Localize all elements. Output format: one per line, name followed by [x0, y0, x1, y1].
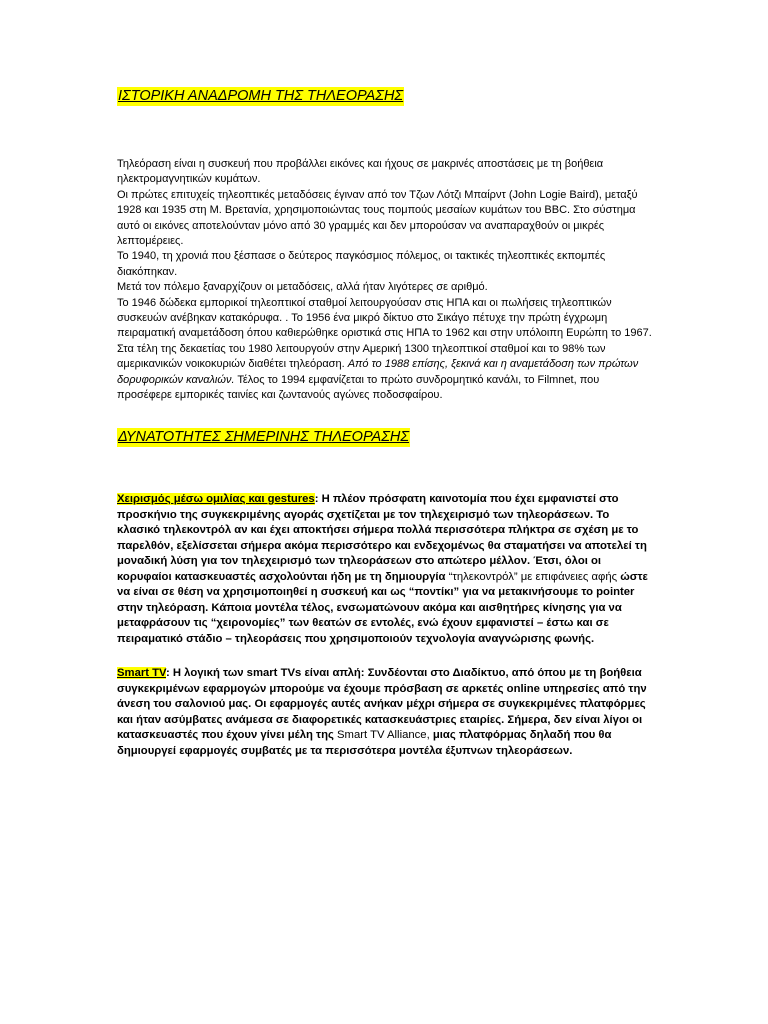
feature-voice-gestures-text-b: ώστε να είναι σε θέση να χρησιμοποιηθεί η συσκευή και ως “ποντίκι” για να μετακινήσουμε το pointer στην τηλεόραση. Κάποια μοντέλα τέλος, ενσωματώνουν ακόμα και αισθητήρες κίνησης για να μεταφράσουν τις “χειρονομίες” των θεατών σε εντολές, ενώ έχουν εμφανιστεί – έστω και σε πειραματικό στάδιο – τηλεοράσεις που χρησιμοποιούν τεχνολογία αναγνώρισης φωνής. — [117, 570, 648, 645]
feature-voice-gestures — [117, 492, 655, 647]
history-paragraph-3: Το 1940, τη χρονιά που ξέσπασε ο δεύτερος παγκόσμιος πόλεμος, οι τακτικές τηλεοπτικές εκπομπές διακόπηκαν. — [117, 250, 606, 278]
history-paragraph-4: Μετά τον πόλεμο ξαναρχίζουν οι μεταδόσεις, αλλά ήταν λιγότερες σε αριθμό. — [117, 281, 488, 294]
history-paragraph-1: Τηλεόραση είναι η συσκευή που προβάλλει εικόνες και ήχους σε μακρινές αποστάσεις με τη βοήθεια ηλεκτρομαγνητικών κυμάτων. — [117, 158, 604, 186]
feature-smart-tv-text-a: : Η λογική των smart TVs είναι απλή: Συνδέονται στο Διαδίκτυο, από όπου με τη βοήθεια συγκεκριμένων εφαρμογών μπορούμε να έχουμε πρόσβαση σε αρκετές online υπηρεσίες από την άνεση του σαλονιού μας. Οι εφαρμογές αυτές ανήκαν μέχρι σήμερα σε συγκεκριμένες πλατφόρμες και ήταν ασύμβατες ανάμεσα σε διαφορετικές κατασκευάστριες εταιρίες. Σήμερα, δεν είναι λίγοι οι κατασκευαστές που έχουν γίνει μέλη της — [117, 667, 647, 741]
feature-smart-tv-text-b: μιας πλατφόρμας δηλαδή που θα δημιουργεί εφαρμογές συμβατές με τα περισσότερα μοντέλα έξυπνων τηλεοράσεων. — [117, 729, 612, 757]
capabilities-heading: ΔΥΝΑΤΟΤΗΤΕΣ ΣΗΜΕΡΙΝΗΣ ΤΗΛΕΟΡΑΣΗΣ — [118, 429, 410, 445]
history-paragraph-5-italic: Από το 1988 επίσης, ξεκινά και η αναμετάδοση των πρώτων δορυφορικών καναλιών. — [117, 358, 639, 386]
history-heading: ΙΣΤΟΡΙΚΗ ΑΝΑΔΡΟΜΗ ΤΗΣ ΤΗΛΕΟΡΑΣΗΣ — [118, 88, 404, 104]
history-paragraph-5 — [117, 296, 655, 404]
feature-smart-tv-label: Smart TV — [117, 667, 166, 679]
history-section — [117, 157, 655, 404]
feature-voice-gestures-label: Χειρισμός μέσω ομιλίας και gestures — [117, 493, 315, 505]
feature-smart-tv — [117, 666, 655, 759]
history-paragraph-5-start: Το 1946 δώδεκα εμπορικοί τηλεοπτικοί σταθμοί λειτουργούσαν στις ΗΠΑ και οι πωλήσεις τηλεοπτικών συσκευών ανέβηκαν κατακόρυφα. . Το 1956 ένα μικρό δίκτυο στο Σικάγο πέτυχε την πρώτη έγχρωμη πειραματική αναμετάδοση όπου καθιερώθηκε οριστικά στις ΗΠΑ το 1962 και στην υπόλοιπη Ευρώπη το 1967. Στα τέλη της δεκαετίας του 1980 λειτουργούν στην Αμερική 1300 τηλεοπτικοί σταθμοί και το 98% των αμερικανικών νοικοκυριών διαθέτει τηλεόραση. — [117, 296, 652, 371]
history-paragraph-2: Οι πρώτες επιτυχείς τηλεοπτικές μεταδόσεις έγιναν από τον Τζων Λότζι Μπαίρντ (John Logie Baird), μεταξύ 1928 και 1935 στη Μ. Βρετανία, χρησιμοποιώντας τους πομπούς μεσαίων κυμάτων του BBC. Στο σύστημα αυτό οι εικόνες αποτελούνταν μόνο από 30 γραμμές και δεν μπορούσαν να αναπαραχθούν οι μικρές λεπτομέρειες. — [117, 188, 638, 248]
smart-tv-alliance-link[interactable]: Smart TV Alliance, — [337, 729, 430, 741]
feature-voice-gestures-touch-remote: “τηλεκοντρόλ” με επιφάνειες αφής — [448, 570, 618, 583]
history-paragraph-5-end: Τέλος το 1994 εμφανίζεται το πρώτο συνδρομητικό κανάλι, το Filmnet, που προσέφερε εμπορικές ταινίες και ζωντανούς αγώνες ποδοσφαίρου. — [117, 373, 600, 402]
feature-voice-gestures-text-a: : Η πλέον πρόσφατη καινοτομία που έχει εμφανιστεί στο προσκήνιο της συγκεκριμένης αγοράς σχετίζεται με τον τηλεχειρισμό των τηλεοράσεων. Το κλασικό τηλεκοντρόλ αν και έχει αποκτήσει σήμερα πολλά περισσότερα πλήκτρα σε σχέση με το παρελθόν, εξελίσσεται σήμερα ακόμα περισσότερο και ενδεχομένως θα σταματήσει να αποτελεί τη μοναδική λύση για τον τηλεχειρισμό των τηλεοράσεων στο απώτερο μέλλον. Έτσι, όλοι οι κορυφαίοι κατασκευαστές ασχολούνται ήδη με τη δημιουργία — [117, 493, 647, 583]
